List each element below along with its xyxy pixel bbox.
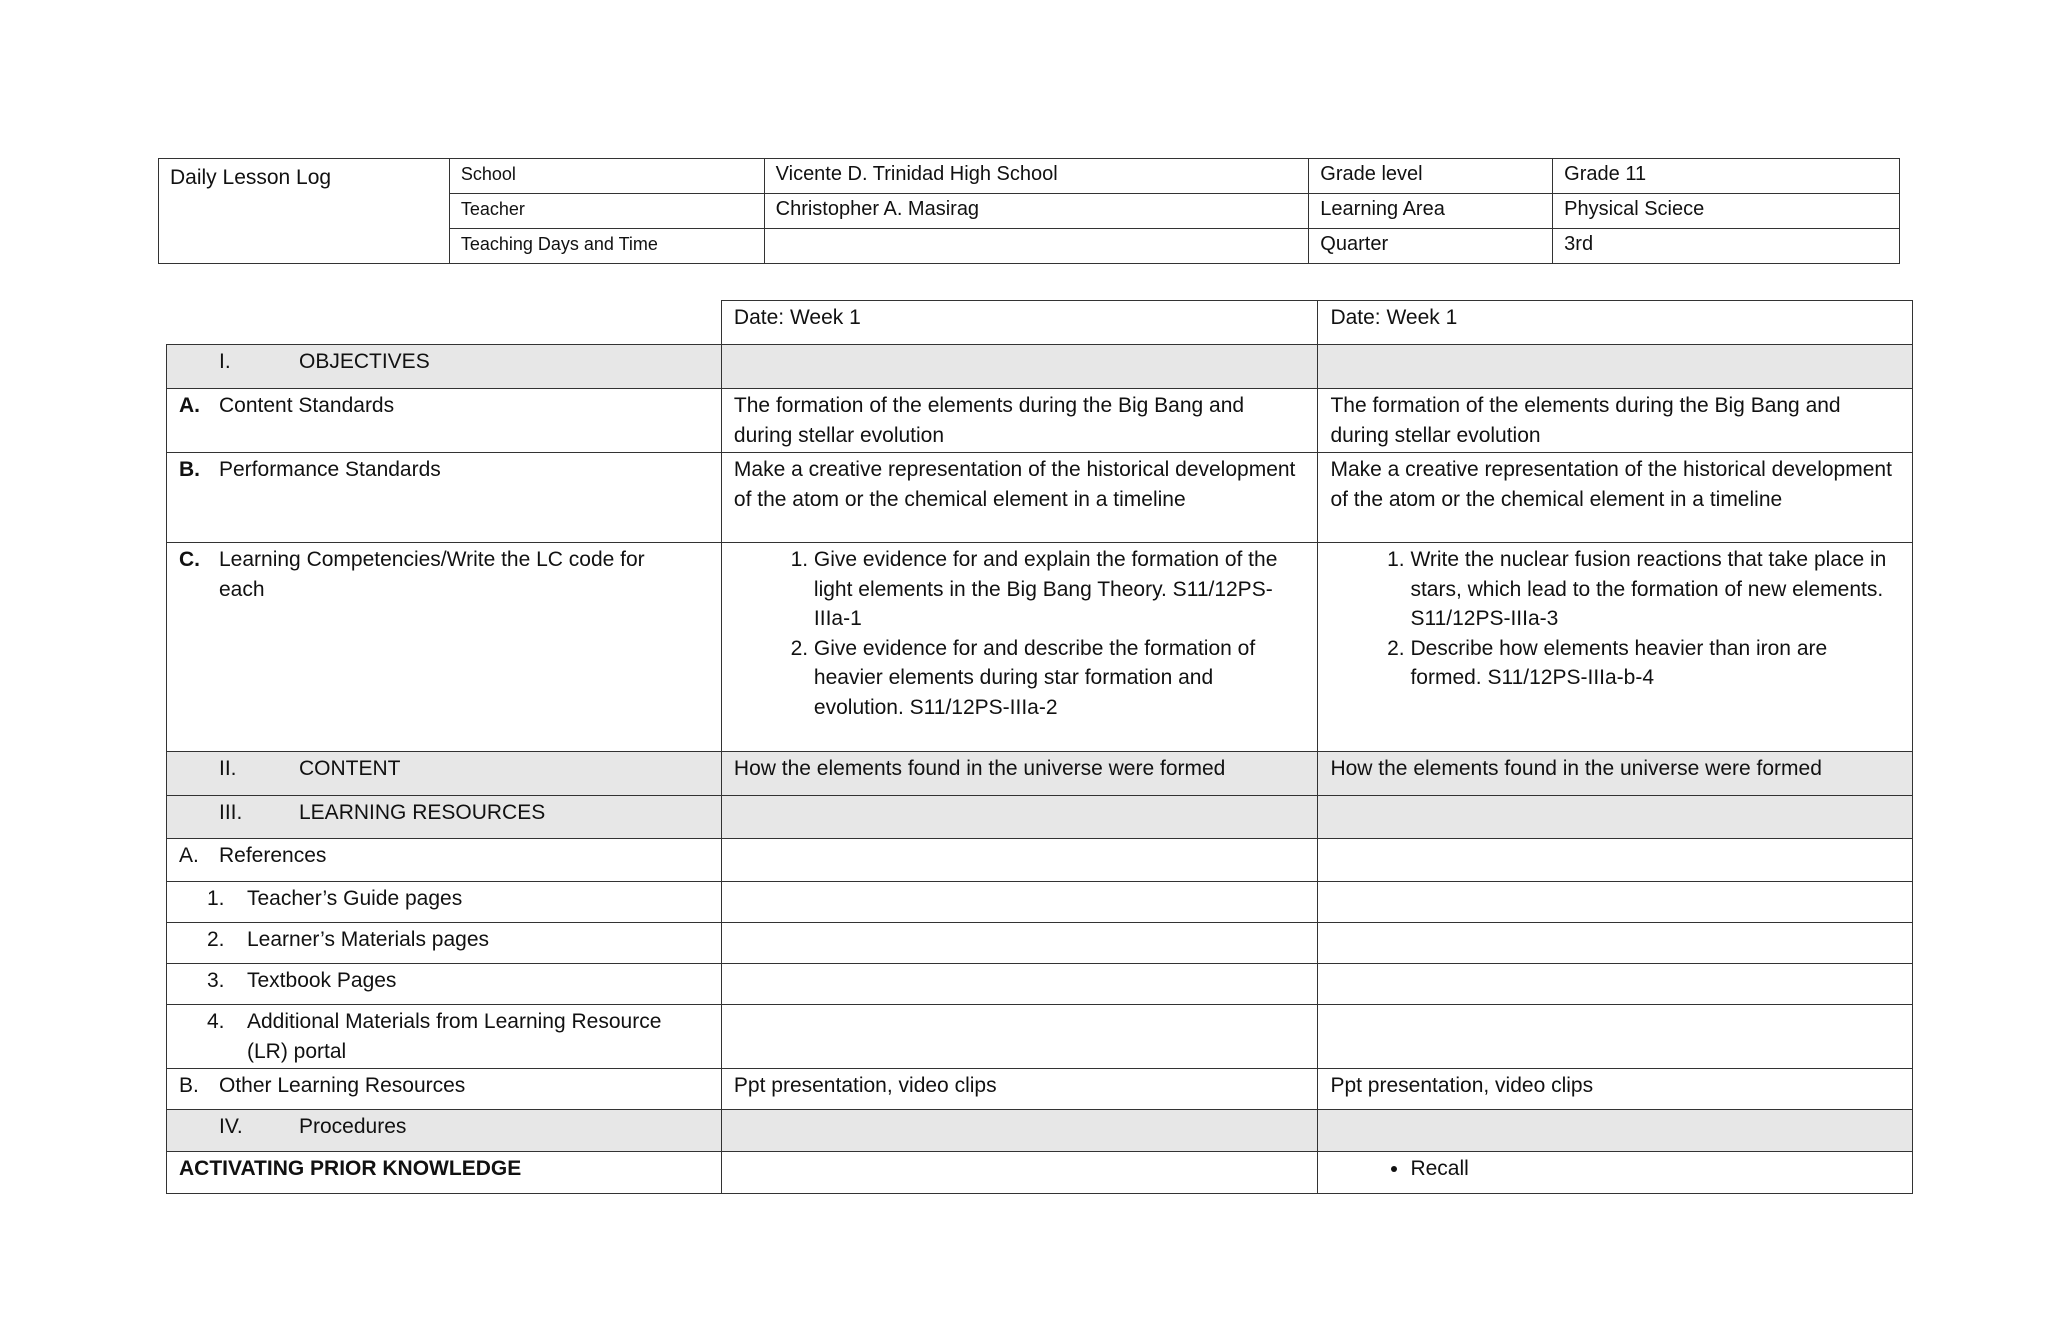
lesson-table: [166, 300, 1913, 1194]
list-item: 2. Describe how elements heavier than iron are formed. S11/12PS-IIIa-b-4: [1410, 634, 1900, 693]
teaching-days-value: [764, 229, 1309, 264]
section-number: II.: [219, 757, 237, 780]
other-resources-row: B. Other Learning Resources Ppt presentation, video clips Ppt presentation, video clips: [167, 1069, 1913, 1110]
row-label: Other Learning Resources: [219, 1074, 466, 1097]
section-objectives: [167, 345, 1913, 389]
school-label: School: [449, 159, 764, 194]
list-item: 1. Write the nuclear fusion reactions that take place in stars, which lead to the formation of new elements. S11/12PS-IIIa-3: [1410, 545, 1900, 634]
cell-text: Ppt presentation, video clips: [721, 1069, 1318, 1110]
section-title: CONTENT: [299, 757, 401, 780]
competency-list: [1330, 545, 1900, 693]
section-number: I.: [219, 350, 231, 373]
cell-text: The formation of the elements during the Big Bang and during stellar evolution: [721, 389, 1318, 453]
cell-text: How the elements found in the universe were formed: [1318, 752, 1913, 796]
teaching-days-label: Teaching Days and Time: [449, 229, 764, 264]
date-col1: Date: Week 1: [721, 301, 1318, 345]
quarter-label: Quarter: [1309, 229, 1553, 264]
bullet-list: [1330, 1154, 1900, 1184]
references-row: A. References: [167, 839, 1913, 882]
content-standards-row: A. Content Standards The formation of the elements during the Big Bang and during stellar evolution The formation of the elements during the Big Bang and during stellar evolution: [167, 389, 1913, 453]
row-label: Textbook Pages: [247, 969, 397, 992]
empty-cell: [167, 301, 722, 345]
learning-area-label: Learning Area: [1309, 194, 1553, 229]
learning-area-value: Physical Sciece: [1553, 194, 1900, 229]
row-label: Teacher’s Guide pages: [247, 887, 463, 910]
section-title: OBJECTIVES: [299, 350, 430, 373]
competency-list: [734, 545, 1306, 722]
grade-level-value: Grade 11: [1553, 159, 1900, 194]
row-label: ACTIVATING PRIOR KNOWLEDGE: [167, 1152, 722, 1194]
list-item: • Recall: [1410, 1154, 1900, 1184]
date-col2: Date: Week 1: [1318, 301, 1913, 345]
cell-text: Make a creative representation of the historical development of the atom or the chemical element in a timeline: [721, 453, 1318, 543]
section-learning-resources: [167, 796, 1913, 839]
quarter-value: 3rd: [1553, 229, 1900, 264]
cell-text: Make a creative representation of the historical development of the atom or the chemical element in a timeline: [1318, 453, 1913, 543]
header-row: [159, 159, 1900, 194]
row-label: Performance Standards: [219, 458, 441, 481]
list-item: 2. Give evidence for and describe the formation of heavier elements during star formation and evolution. S11/12PS-IIIa-2: [814, 634, 1306, 723]
competencies-row: C. Learning Competencies/Write the LC code for each 1. Give evidence for and explain the formation of the light elements in the Big Bang Theory. S11/12PS-IIIa-1 2. Give evidence for and describe the formation of heavier elements during star formation and evolution. S11/12PS-IIIa-2 1. Write the nuclear fusion reactions that take place in stars, which lead to the formation of new elements. S11/12PS-IIIa-3 2. Describe how elements heavier than iron are formed. S11/12PS-IIIa-b-4: [167, 543, 1913, 752]
row-label: Content Standards: [219, 394, 395, 417]
section-title: Procedures: [299, 1115, 407, 1138]
section-content: [167, 752, 1913, 796]
section-number: III.: [219, 801, 243, 824]
cell-text: The formation of the elements during the Big Bang and during stellar evolution: [1318, 389, 1913, 453]
teacher-value: Christopher A. Masirag: [764, 194, 1309, 229]
table-row: 2. Learner’s Materials pages: [167, 923, 1913, 964]
table-row: 3. Textbook Pages: [167, 964, 1913, 1005]
grade-level-label: Grade level: [1309, 159, 1553, 194]
list-item: 1. Give evidence for and explain the formation of the light elements in the Big Bang Theory. S11/12PS-IIIa-1: [814, 545, 1306, 634]
row-label: Additional Materials from Learning Resource (LR) portal: [247, 1010, 662, 1063]
section-number: IV.: [219, 1115, 243, 1138]
document-title: Daily Lesson Log: [159, 159, 450, 264]
school-value: Vicente D. Trinidad High School: [764, 159, 1309, 194]
header-table: [158, 158, 1900, 264]
table-row: 4. Additional Materials from Learning Resource (LR) portal: [167, 1005, 1913, 1069]
row-label: References: [219, 844, 327, 867]
table-row: 1. Teacher’s Guide pages: [167, 882, 1913, 923]
teacher-label: Teacher: [449, 194, 764, 229]
performance-standards-row: B. Performance Standards Make a creative representation of the historical development of the atom or the chemical element in a timeline Make a creative representation of the historical development of the atom or the chemical element in a timeline: [167, 453, 1913, 543]
row-label: Learning Competencies/Write the LC code for each: [219, 548, 645, 601]
cell-text: How the elements found in the universe were formed: [721, 752, 1318, 796]
cell-text: Ppt presentation, video clips: [1318, 1069, 1913, 1110]
activating-row: [167, 1152, 1913, 1194]
section-title: LEARNING RESOURCES: [299, 801, 546, 824]
date-row: [167, 301, 1913, 345]
section-procedures: [167, 1110, 1913, 1152]
row-label: Learner’s Materials pages: [247, 928, 490, 951]
